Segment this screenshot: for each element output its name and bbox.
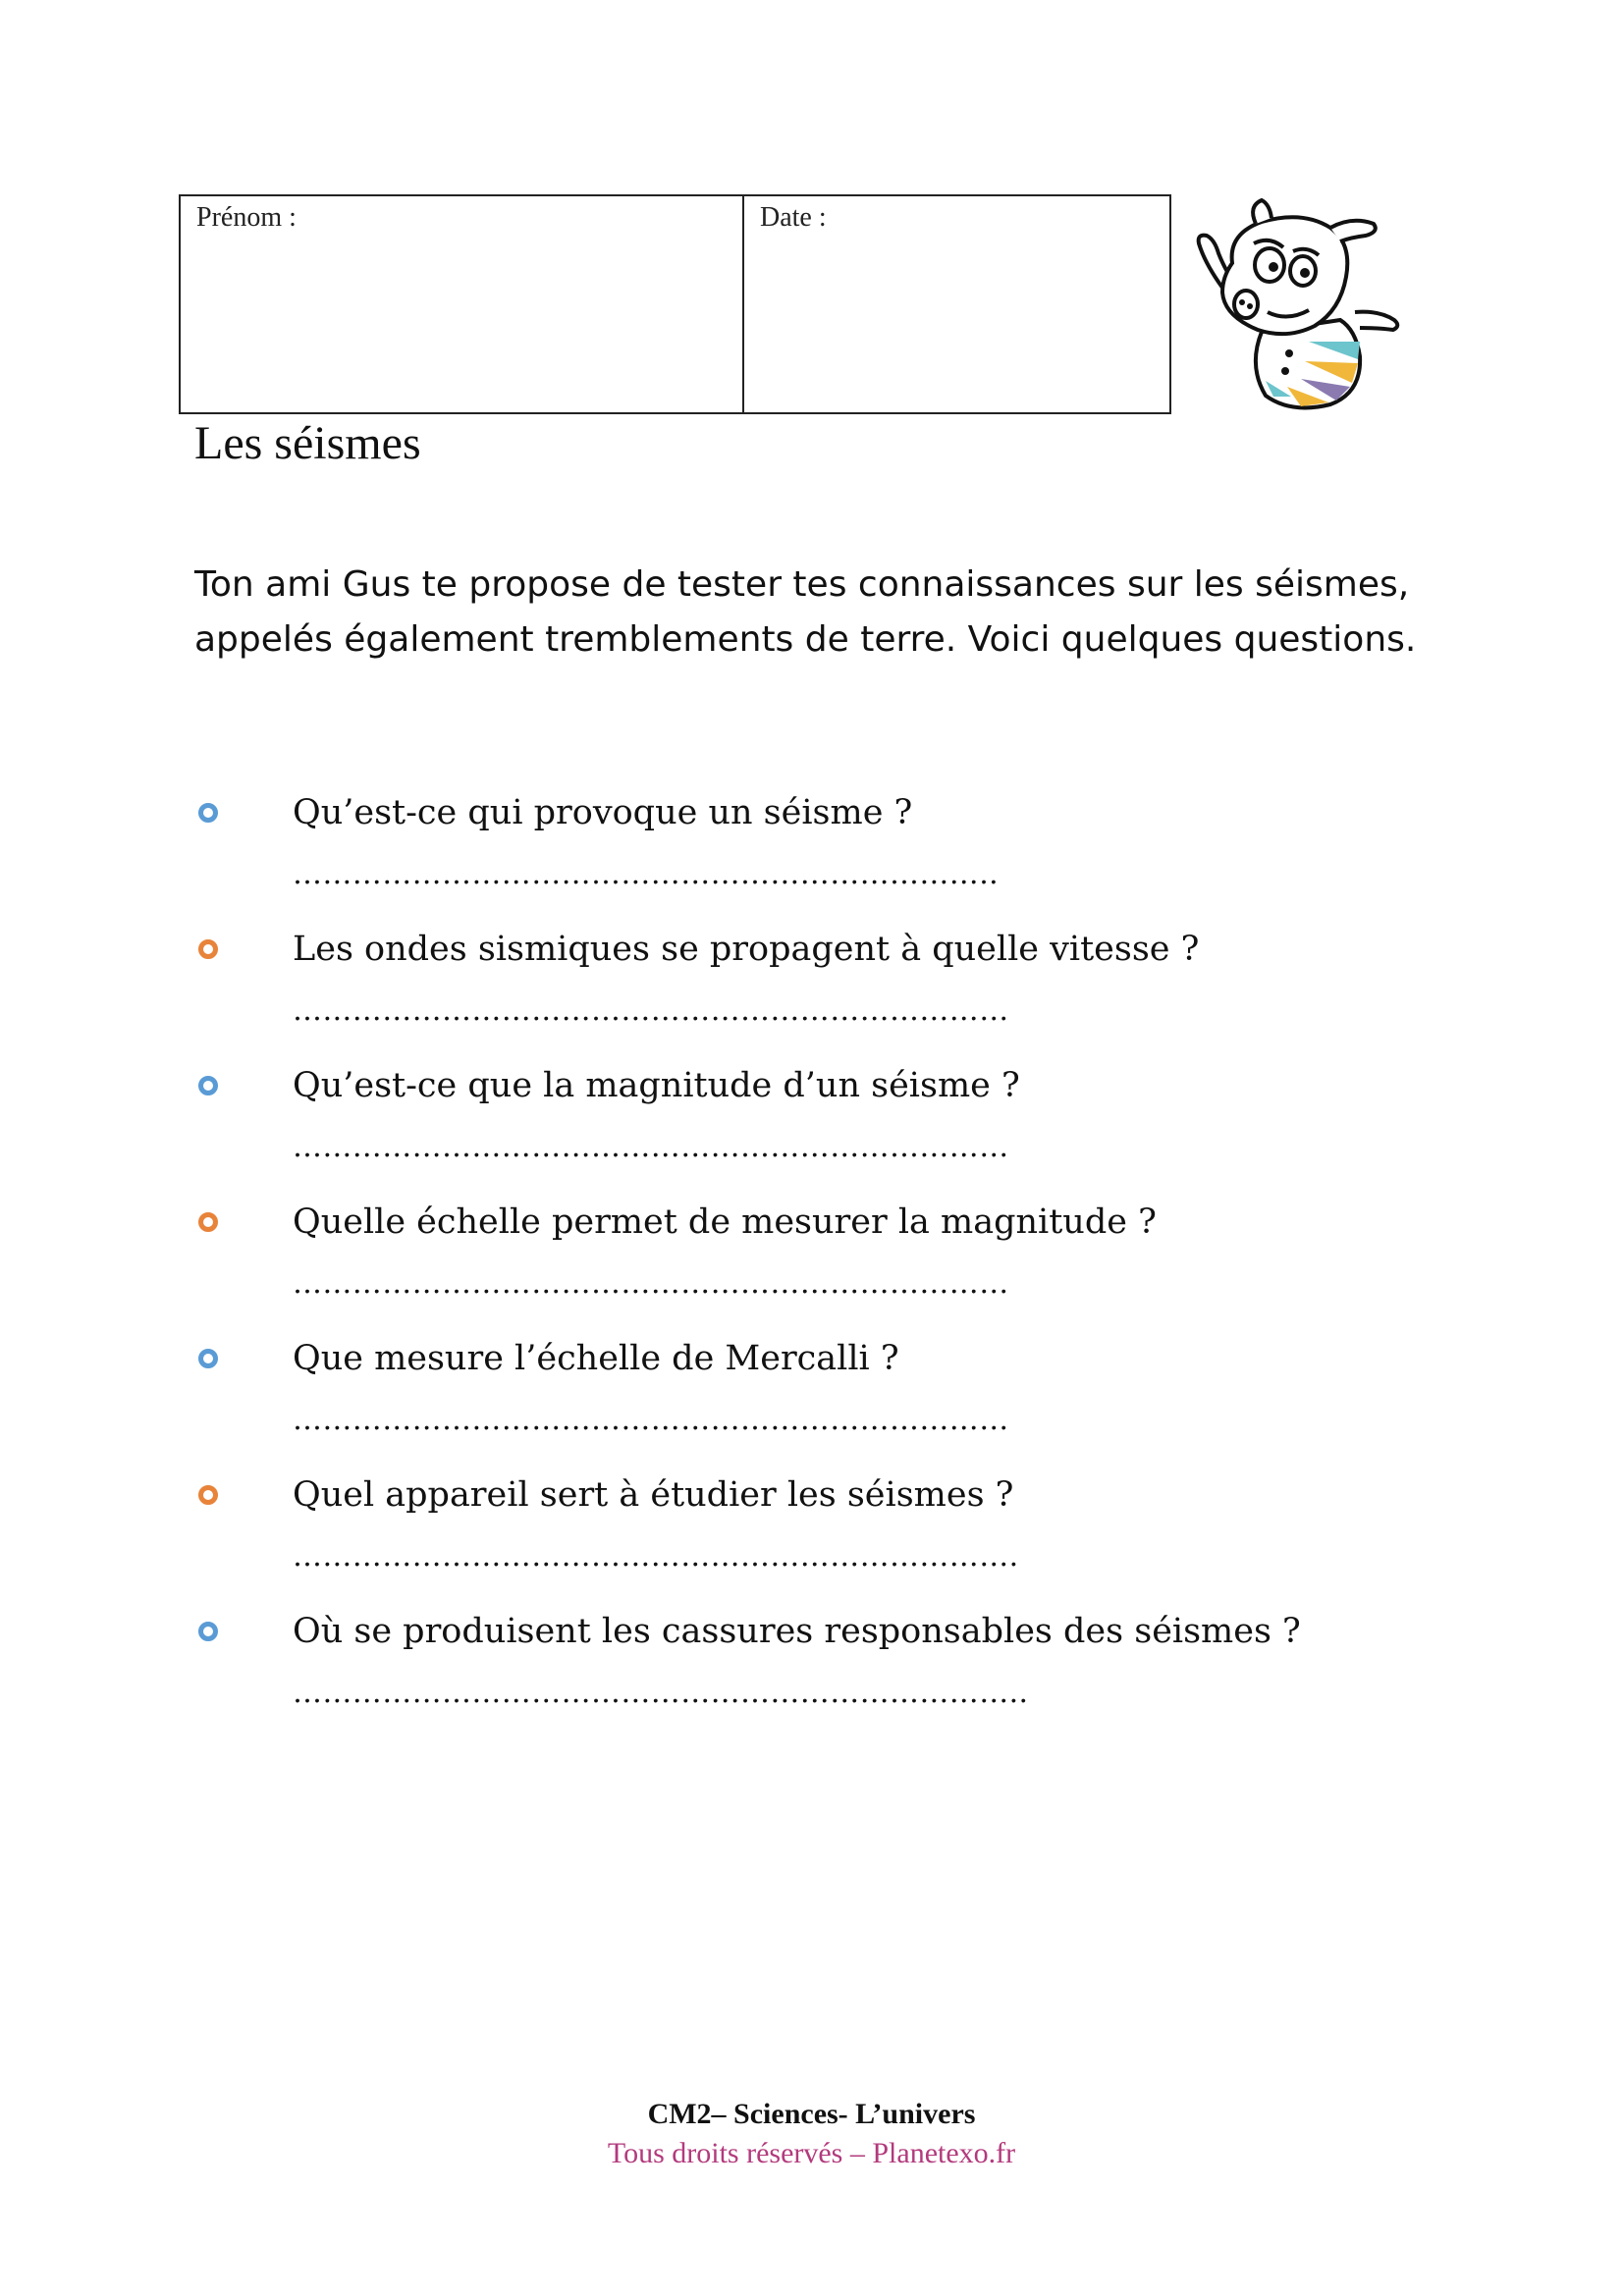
question-item	[194, 1337, 1373, 1473]
footer-course-label: CM2– Sciences- L’univers	[647, 2098, 976, 2130]
date-field[interactable]	[744, 196, 1169, 412]
question-text: Qu’est-ce qui provoque un séisme ?	[293, 793, 913, 832]
question-text: Où se produisent les cassures responsables des séismes ?	[293, 1612, 1301, 1651]
question-item	[194, 1610, 1373, 1746]
answer-line[interactable]: ………………………………………………………………..	[293, 1676, 1029, 1710]
blue-ring-bullet-icon	[198, 803, 218, 823]
footer-rights-label: Tous droits réservés – Planetexo.fr	[607, 2137, 1016, 2169]
question-text: Les ondes sismiques se propagent à quelle vitesse ?	[293, 930, 1200, 969]
question-item	[194, 928, 1373, 1064]
question-item	[194, 791, 1373, 928]
question-item	[194, 1201, 1373, 1337]
blue-ring-bullet-icon	[198, 1622, 218, 1641]
name-date-table	[179, 194, 1171, 414]
answer-line[interactable]: ……………………………………………………………..	[293, 857, 1000, 891]
blue-ring-bullet-icon	[198, 1349, 218, 1368]
orange-ring-bullet-icon	[198, 939, 218, 959]
question-text: Qu’est-ce que la magnitude d’un séisme ?	[293, 1066, 1020, 1105]
prenom-label: Prénom :	[196, 202, 297, 233]
answer-line[interactable]: ………………………………………………………………	[293, 1130, 1009, 1164]
gus-mascot-icon	[1193, 194, 1414, 415]
orange-ring-bullet-icon	[198, 1212, 218, 1232]
question-item	[194, 1473, 1373, 1610]
answer-line[interactable]: ………………………………………………………………	[293, 1266, 1009, 1301]
question-text: Quel appareil sert à étudier les séismes ?	[293, 1475, 1014, 1515]
orange-ring-bullet-icon	[198, 1485, 218, 1505]
blue-ring-bullet-icon	[198, 1076, 218, 1095]
page-title: Les séismes	[194, 417, 421, 469]
answer-line[interactable]: ………………………………………………………………	[293, 1403, 1009, 1437]
question-text: Que mesure l’échelle de Mercalli ?	[293, 1339, 899, 1378]
date-label: Date :	[760, 202, 827, 233]
question-text: Quelle échelle permet de mesurer la magnitude ?	[293, 1202, 1157, 1242]
answer-line[interactable]: ……………………………………………………………….	[293, 1539, 1019, 1574]
answer-line[interactable]: ………………………………………………………………	[293, 993, 1009, 1028]
intro-text: Ton ami Gus te propose de tester tes connaissances sur les séismes, appelés également tremblements de terre. Voici quelques questions.	[194, 564, 1417, 660]
prenom-field[interactable]	[181, 196, 744, 412]
question-list	[194, 791, 1373, 1746]
question-item	[194, 1064, 1373, 1201]
